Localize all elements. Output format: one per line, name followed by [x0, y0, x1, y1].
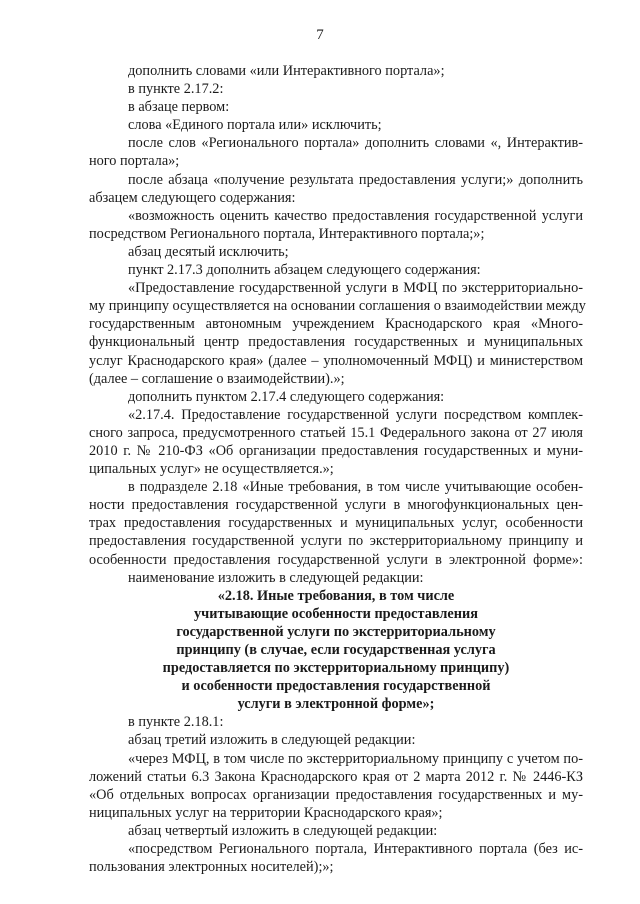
text-line: особенности предоставления государственной услуги в электронной форме»:	[89, 551, 583, 568]
text-line: «посредством Регионального портала, Интерактивного портала (без ис-	[128, 841, 583, 858]
text-line: после слов «Регионального портала» дополнить словами «, Интерактив-	[128, 135, 583, 152]
section-heading-line: услуги в электронной форме»;	[237, 696, 435, 713]
text-line: пункт 2.17.3 дополнить абзацем следующего содержания:	[128, 262, 481, 279]
text-line: дополнить словами «или Интерактивного портала»;	[128, 63, 445, 79]
section-heading-line: учитывающие особенности предоставления	[194, 605, 478, 622]
text-line: в пункте 2.18.1:	[128, 714, 224, 731]
text-line: абзац десятый исключить;	[128, 243, 289, 260]
section-heading-line: и особенности предоставления государственной	[181, 678, 491, 695]
text-line: му принципу осуществляется на основании соглашения о взаимодействии между	[89, 298, 586, 315]
text-line: наименование изложить в следующей редакции:	[128, 569, 424, 586]
text-line: ности предоставления государственной услуги в многофункциональных цен-	[89, 497, 583, 514]
text-line: посредством Регионального портала, Интерактивного портала;»;	[89, 225, 485, 242]
text-line: ниципальных услуг на территории Краснодарского края»;	[89, 804, 443, 821]
text-line: ного портала»;	[89, 153, 180, 170]
text-line: абзац четвертый изложить в следующей редакции:	[128, 822, 438, 839]
section-heading-line: предоставляется по экстерриториальному принципу)	[162, 660, 510, 677]
text-line: дополнить пунктом 2.17.4 следующего содержания:	[128, 388, 445, 405]
text-line: государственным автономным учреждением Краснодарского края «Много-	[89, 316, 583, 333]
text-line: в пункте 2.17.2:	[128, 81, 224, 98]
text-line: трах предоставления государственных и муниципальных услуг, особенности	[89, 515, 583, 532]
text-line: пользования электронных носителей);»;	[89, 859, 334, 876]
text-line: «возможность оценить качество предоставления государственной услуги	[128, 207, 583, 224]
text-line: в абзаце первом:	[128, 99, 230, 116]
text-line: «2.17.4. Предоставление государственной услуги посредством комплек-	[128, 406, 583, 423]
text-line: абзац третий изложить в следующей редакции:	[128, 732, 416, 749]
page-number: 7	[316, 27, 324, 43]
text-line: «Об отдельных вопросах организации предоставления государственных и му-	[89, 786, 583, 803]
text-line: услуг Краснодарского края» (далее – уполномоченный МФЦ) и министерством	[89, 352, 583, 369]
text-line: в подразделе 2.18 «Иные требования, в том числе учитывающие особен-	[128, 479, 583, 496]
text-line: предоставления государственной услуги по экстерриториальному принципу и	[89, 533, 583, 550]
text-line: слова «Единого портала или» исключить;	[128, 117, 382, 134]
section-heading-line: «2.18. Иные требования, в том числе	[217, 587, 455, 604]
text-line: абзацем следующего содержания:	[89, 189, 296, 206]
text-line: «Предоставление государственной услуги в МФЦ по экстерриториально-	[128, 280, 583, 297]
text-line: ложений статьи 6.3 Закона Краснодарского края от 2 марта 2012 г. № 2446-КЗ	[89, 768, 583, 785]
text-line: 2010 г. № 210-ФЗ «Об организации предоставления государственных и муни-	[89, 442, 583, 459]
text-line: после абзаца «получение результата предоставления услуги;» дополнить	[128, 171, 583, 188]
text-line: сного запроса, предусмотренного статьей 15.1 Федерального закона от 27 июля	[89, 424, 583, 441]
section-heading-line: принципу (в случае, если государственная услуга	[176, 642, 496, 658]
text-line: (далее – соглашение о взаимодействии).»;	[89, 370, 345, 387]
text-line: «через МФЦ, в том числе по экстерриториальному принципу с учетом по-	[128, 750, 583, 767]
text-line: функциональный центр предоставления государственных и муниципальных	[89, 334, 583, 351]
text-line: ципальных услуг» не осуществляется.»;	[89, 461, 334, 478]
section-heading-line: государственной услуги по экстерриториальному	[176, 623, 496, 640]
document-body	[89, 62, 586, 876]
